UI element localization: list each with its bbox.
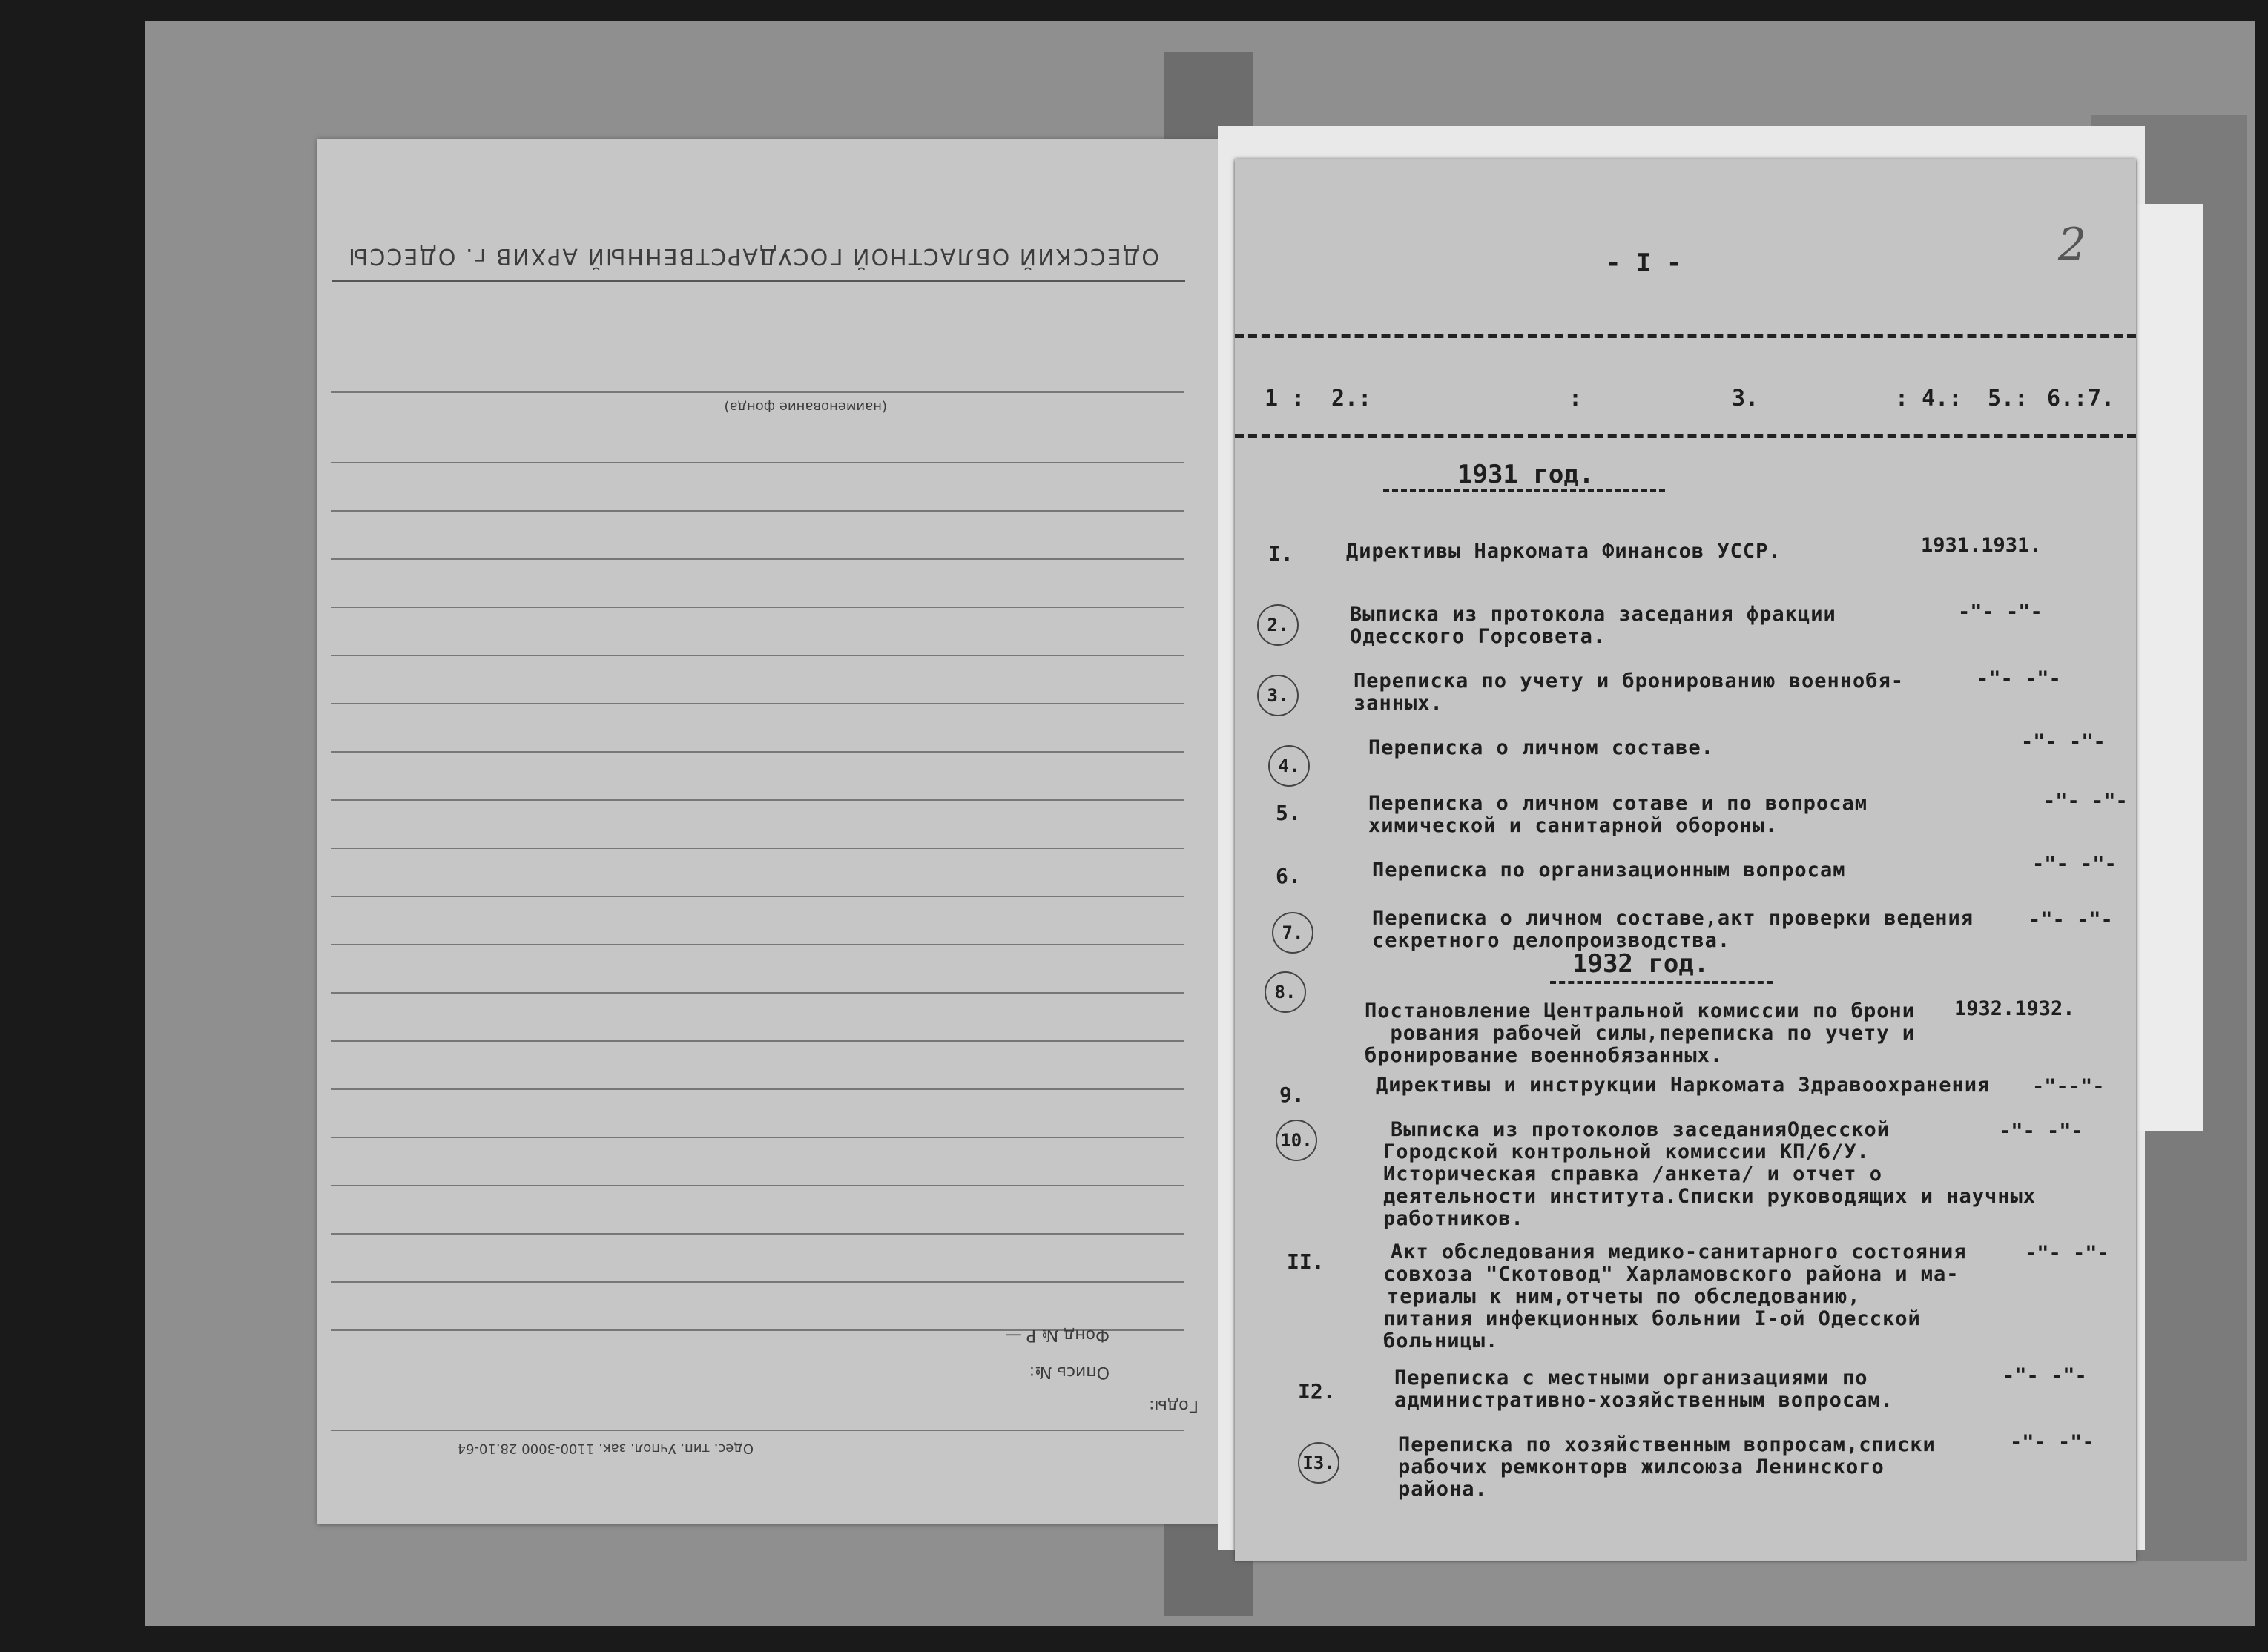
form-caption: (наименование фонда) bbox=[724, 399, 887, 414]
entry-line: Переписка о личном составе,акт проверки ведения bbox=[1372, 907, 1974, 930]
entry-date: -"- -"- bbox=[2021, 730, 2106, 753]
entry-date: 1931.1931. bbox=[1921, 534, 2042, 557]
entry-line: секретного делопроизводства. bbox=[1372, 929, 1731, 952]
entry-number: I3. bbox=[1298, 1442, 1339, 1484]
column-header: 7. bbox=[2088, 386, 2115, 412]
entry-line: бронирование военнобязанных. bbox=[1365, 1044, 1724, 1067]
entry-date: -"- -"- bbox=[2043, 790, 2128, 813]
form-rule bbox=[331, 896, 1184, 897]
form-rule bbox=[331, 1137, 1184, 1138]
entry-date: -"- -"- bbox=[2002, 1364, 2087, 1387]
entry-number: II. bbox=[1287, 1249, 1325, 1274]
entry-date: -"- -"- bbox=[1999, 1120, 2083, 1143]
form-rule bbox=[331, 391, 1184, 393]
entry-date: -"- -"- bbox=[2028, 908, 2113, 931]
form-rule bbox=[331, 510, 1184, 512]
entry-line: деятельности института.Списки руководящих и научных bbox=[1383, 1185, 2037, 1208]
entry-line: Переписка по организационным вопросам bbox=[1372, 859, 1846, 882]
page-number: - I - bbox=[1606, 248, 1682, 278]
form-rule bbox=[331, 1040, 1184, 1042]
entry-line: Переписка о личном составе. bbox=[1368, 736, 1714, 759]
form-rule bbox=[331, 1281, 1184, 1283]
entry-line: питания инфекционных больнии I-ой Одесской bbox=[1383, 1307, 1921, 1330]
inventory-page bbox=[1235, 159, 2136, 1561]
sheet-number: 2 bbox=[2058, 219, 2087, 271]
entry-line: занных. bbox=[1354, 692, 1443, 715]
year-heading: 1932 год. bbox=[1572, 949, 1710, 979]
entry-number: 4. bbox=[1268, 745, 1310, 787]
column-header: 2.: bbox=[1331, 386, 1372, 412]
entry-line: Выписка из протоколов заседанияОдесской bbox=[1391, 1118, 1890, 1141]
form-title: ОДЕССКИЙ ОБЛАСТНОЙ ГОСУДАРСТВЕННЫЙ АРХИВ г. ОДЕССЫ bbox=[347, 243, 1159, 269]
column-header: : bbox=[1569, 386, 1583, 412]
header-rule-bottom bbox=[1235, 434, 2136, 438]
entry-line: Акт обследования медико-санитарного состояния bbox=[1391, 1240, 1967, 1263]
year-underline bbox=[1550, 981, 1773, 984]
entry-line: работников. bbox=[1383, 1207, 1524, 1230]
entry-number: 10. bbox=[1276, 1120, 1317, 1161]
entry-date: -"- -"- bbox=[1958, 601, 2043, 624]
form-rule bbox=[331, 992, 1184, 994]
form-imprint: Одес. тип. Учпол. зак. 1100-3000 28.10-64 bbox=[457, 1441, 754, 1456]
white-sheet-edge bbox=[2136, 204, 2203, 1131]
form-gody-field: Годы: bbox=[1149, 1396, 1199, 1415]
entry-date: 1932.1932. bbox=[1954, 997, 2075, 1020]
column-headers bbox=[1257, 386, 2125, 423]
year-heading: 1931 год. bbox=[1457, 460, 1595, 489]
entry-line: химической и санитарной обороны. bbox=[1368, 814, 1779, 837]
form-rule bbox=[331, 1088, 1184, 1090]
entry-number: 5. bbox=[1276, 801, 1301, 825]
form-opis-field: Опись №: bbox=[1029, 1363, 1110, 1381]
form-rule bbox=[331, 799, 1184, 801]
entry-number: 8. bbox=[1265, 971, 1306, 1013]
entry-line: рабочих ремконторв жилсоюза Ленинского bbox=[1398, 1456, 1885, 1478]
entry-number: 9. bbox=[1279, 1083, 1305, 1107]
column-header: 3. bbox=[1732, 386, 1759, 412]
column-header: 1 : bbox=[1265, 386, 1305, 412]
form-rule bbox=[331, 703, 1184, 704]
entry-number: 2. bbox=[1257, 604, 1299, 646]
entry-number: 3. bbox=[1257, 675, 1299, 716]
entry-date: -"- -"- bbox=[2032, 853, 2117, 876]
column-header: : 4.: bbox=[1895, 386, 1962, 412]
entry-line: Постановление Центральной комиссии по брони bbox=[1365, 1000, 1915, 1022]
entry-line: Переписка по учету и бронированию военнобя- bbox=[1354, 670, 1904, 693]
form-rule bbox=[331, 751, 1184, 753]
entry-number: 7. bbox=[1272, 912, 1313, 954]
form-fond-field: Фонд № Р — bbox=[1004, 1326, 1110, 1344]
form-rule bbox=[331, 1185, 1184, 1186]
entry-line: совхоза "Скотовод" Харламовского района и ма- bbox=[1383, 1263, 1959, 1286]
year-underline bbox=[1383, 489, 1665, 492]
entry-date: -"- -"- bbox=[2025, 1242, 2109, 1265]
entry-line: рования рабочей силы,переписка по учету и bbox=[1365, 1022, 1915, 1045]
form-rule bbox=[331, 655, 1184, 656]
column-header: 6.: bbox=[2047, 386, 2088, 412]
entry-line: административно-хозяйственным вопросам. bbox=[1394, 1389, 1893, 1412]
entry-line: Директивы и инструкции Наркомата Здравоохранения bbox=[1376, 1074, 1991, 1097]
entry-line: района. bbox=[1398, 1478, 1488, 1501]
entry-line: Одесского Горсовета. bbox=[1350, 625, 1606, 648]
form-rule bbox=[331, 848, 1184, 849]
form-rule bbox=[331, 462, 1184, 463]
left-form-page bbox=[317, 139, 1228, 1524]
entry-line: Городской контрольной комиссии КП/б/У. bbox=[1383, 1140, 1870, 1163]
entry-date: -"- -"- bbox=[2010, 1431, 2094, 1454]
entry-line: Выписка из протокола заседания фракции bbox=[1350, 603, 1836, 626]
entry-number: I. bbox=[1268, 541, 1293, 566]
entry-line: Переписка по хозяйственным вопросам,списки bbox=[1398, 1433, 1936, 1456]
entry-date: -"- -"- bbox=[1977, 667, 2061, 690]
entry-line: Переписка с местными организациями по bbox=[1394, 1367, 1868, 1390]
entry-date: -"--"- bbox=[2032, 1075, 2105, 1098]
entry-line: Переписка о личном сотаве и по вопросам bbox=[1368, 792, 1868, 815]
mirrored-form bbox=[317, 139, 1228, 1524]
entry-line: териалы к ним,отчеты по обследованию, bbox=[1387, 1285, 1861, 1308]
entry-number: I2. bbox=[1298, 1379, 1336, 1404]
form-rule bbox=[331, 558, 1184, 560]
form-rule bbox=[331, 1430, 1184, 1431]
entry-line: больницы. bbox=[1383, 1329, 1499, 1352]
column-header: 5.: bbox=[1988, 386, 2028, 412]
form-rule bbox=[331, 944, 1184, 945]
form-rule bbox=[331, 607, 1184, 608]
form-title-underline bbox=[332, 280, 1185, 282]
header-rule-top bbox=[1235, 334, 2136, 338]
form-rule bbox=[331, 1233, 1184, 1235]
entry-line: Историческая справка /анкета/ и отчет о bbox=[1383, 1163, 1882, 1186]
entry-number: 6. bbox=[1276, 864, 1301, 888]
entry-line: Директивы Наркомата Финансов УССР. bbox=[1346, 540, 1781, 563]
